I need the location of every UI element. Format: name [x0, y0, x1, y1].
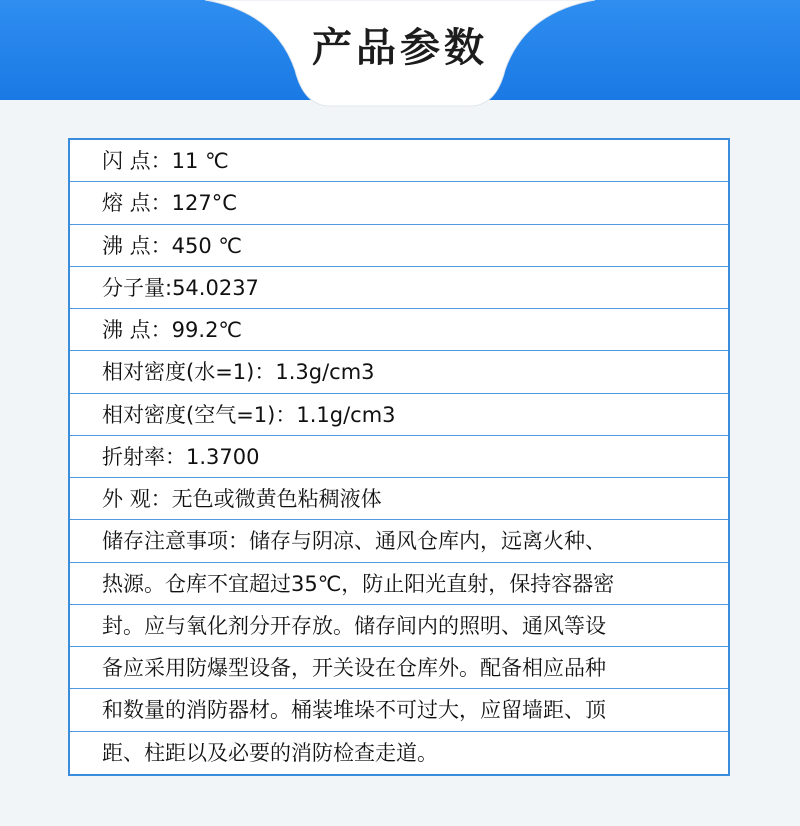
storage-text-line: 和数量的消防器材。桶装堆垛不可过大，应留墙距、顶 [70, 689, 728, 731]
param-row: 相对密度(水=1)：1.3g/cm3 [70, 351, 728, 393]
param-row: 沸 点：450 ℃ [70, 225, 728, 267]
param-row: 闪 点：11 ℃ [70, 140, 728, 182]
storage-text-line: 储存注意事项：储存与阴凉、通风仓库内，远离火种、 [70, 520, 728, 562]
param-row: 沸 点：99.2℃ [70, 309, 728, 351]
param-row: 相对密度(空气=1)：1.1g/cm3 [70, 394, 728, 436]
storage-text-line: 备应采用防爆型设备，开关设在仓库外。配备相应品种 [70, 647, 728, 689]
storage-text-line: 距、柱距以及必要的消防检查走道。 [102, 740, 438, 765]
storage-text-line: 封。应与氧化剂分开存放。储存间内的照明、通风等设 [70, 605, 728, 647]
storage-text-line: 热源。仓库不宜超过35℃，防止阳光直射，保持容器密 [70, 563, 728, 605]
param-row: 折射率：1.3700 [70, 436, 728, 478]
page-title: 产品参数 [312, 25, 488, 71]
param-row: 外 观：无色或微黄色粘稠液体 [70, 478, 728, 520]
param-table [68, 138, 730, 776]
param-row: 熔 点：127°C [70, 182, 728, 224]
param-row: 分子量:54.0237 [70, 267, 728, 309]
